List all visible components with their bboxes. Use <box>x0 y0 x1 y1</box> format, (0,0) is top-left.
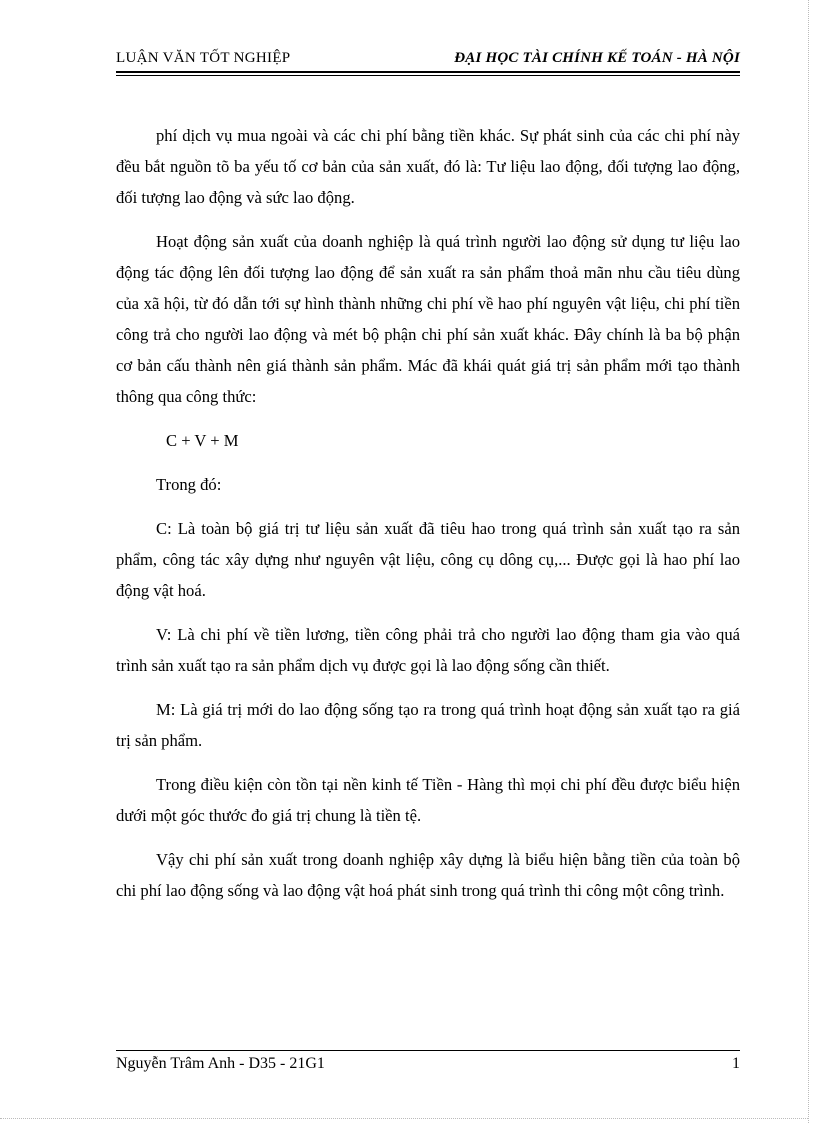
paragraph-definition-c: C: Là toàn bộ giá trị tư liệu sản xuất đã tiêu hao trong quá trình sản xuất tạo ra sản phẩm, công tác xây dựng như nguyên vật liệu, công cụ dông cụ,... Được gọi là hao phí lao động vật hoá. <box>116 519 740 600</box>
page-header <box>116 48 740 70</box>
paragraph-continuation: phí dịch vụ mua ngoài và các chi phí bằng tiền khác. Sự phát sinh của các chi phí này đều bắt nguồn tõ ba yếu tố cơ bản của sản xuất, đó là: Tư liệu lao động, đối tượng lao động, đối tượng lao động và sức lao động. <box>116 126 740 207</box>
header-divider-thin <box>116 75 740 76</box>
page-edge-bottom <box>0 1118 808 1119</box>
footer-divider <box>116 1050 740 1051</box>
document-body <box>116 120 740 919</box>
header-university: ĐẠI HỌC TÀI CHÍNH KẾ TOÁN - HÀ NỘI <box>454 50 740 66</box>
page-edge-right <box>808 0 809 1123</box>
header-thesis-title: LUẬN VĂN TỐT NGHIỆP <box>116 50 291 66</box>
paragraph-money-measure: Trong điều kiện còn tồn tại nền kinh tế Tiền - Hàng thì mọi chi phí đều được biểu hiện dưới một góc thước đo giá trị chung là tiền tệ. <box>116 775 740 825</box>
paragraph-conclusion: Vậy chi phí sản xuất trong doanh nghiệp xây dựng là biểu hiện bằng tiền của toàn bộ chi phí lao động sống và lao động vật hoá phát sinh trong quá trình thi công một công trình. <box>116 850 740 900</box>
header-divider <box>116 71 740 73</box>
paragraph-definition-m: M: Là giá trị mới do lao động sống tạo ra trong quá trình hoạt động sản xuất tạo ra giá trị sản phẩm. <box>116 700 740 750</box>
paragraph-definition-v: V: Là chi phí về tiền lương, tiền công phải trả cho người lao động tham gia vào quá trình sản xuất tạo ra sản phẩm dịch vụ được gọi là lao động sống cần thiết. <box>116 625 740 675</box>
formula: C + V + M <box>166 431 239 450</box>
page-number: 1 <box>732 1055 740 1072</box>
footer-author: Nguyễn Trâm Anh - D35 - 21G1 <box>116 1055 325 1072</box>
paragraph-where: Trong đó: <box>156 475 222 494</box>
paragraph-production-activity: Hoạt động sản xuất của doanh nghiệp là quá trình người lao động sử dụng tư liệu lao động tác động lên đối tượng lao động để sản xuất ra sản phẩm thoả mãn nhu cầu tiêu dùng của xã hội, từ đó dẫn tới sự hình thành những chi phí về hao phí nguyên vật liệu, chi phí tiền công trả cho người lao động và mét bộ phận chi phí sản xuất khác. Đây chính là ba bộ phận cơ bản cấu thành nên giá thành sản phẩm. Mác đã khái quát giá trị sản phẩm mới tạo thành thông qua công thức: <box>116 232 740 406</box>
